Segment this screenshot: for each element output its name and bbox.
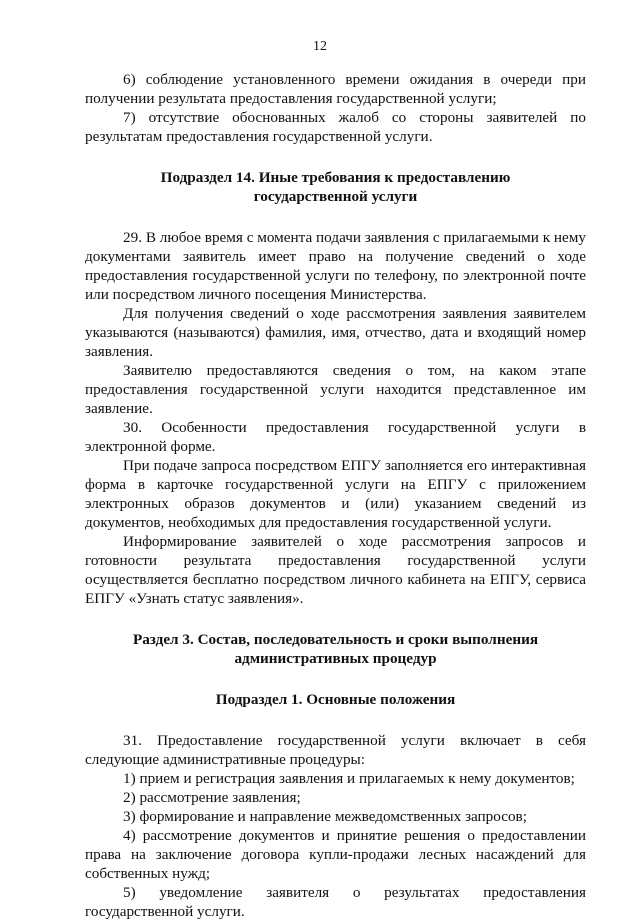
page-number: 12 (313, 39, 327, 54)
paragraph-29: 29. В любое время с момента подачи заявления с прилагаемыми к нему документами заявитель имеет право на получение сведений о ходе предоставления государственной услуги по телефону, по электронной почте или посредством личного посещения Министерства. (85, 229, 586, 303)
paragraph-item-7: 7) отсутствие обоснованных жалоб со стороны заявителей по результатам предоставления государственной услуги. (85, 109, 586, 145)
heading-line: Подраздел 1. Основные положения (215, 691, 456, 708)
list-item: 3) формирование и направление межведомственных запросов; (123, 808, 527, 825)
heading-line: Подраздел 14. Иные требования к предоставлению (160, 169, 511, 186)
paragraph: Информирование заявителей о ходе рассмотрения запросов и готовности результата предоставления государственной услуги осуществляется бесплатно посредством личного кабинета на ЕПГУ, сервиса ЕПГУ «Узнать статус заявления». (85, 533, 586, 607)
list-item: 2) рассмотрение заявления; (123, 789, 301, 806)
list-item: 5) уведомление заявителя о результатах предоставления государственной услуги. (85, 884, 586, 920)
paragraph: При подаче запроса посредством ЕПГУ заполняется его интерактивная форма в карточке государственной услуги на ЕПГУ с приложением электронных образов документов и (или) указанием сведений из документов, необходимых для предоставления государственной услуги. (85, 457, 586, 531)
paragraph: Для получения сведений о ходе рассмотрения заявления заявителем указываются (называются) фамилия, имя, отчество, дата и входящий номер заявления. (85, 305, 586, 360)
paragraph-30: 30. Особенности предоставления государственной услуги в электронной форме. (85, 419, 586, 455)
heading-line: Раздел 3. Состав, последовательность и сроки выполнения (132, 631, 539, 648)
paragraph: Заявителю предоставляются сведения о том, на каком этапе предоставления государственной услуги находится представленное им заявление. (85, 362, 586, 417)
heading-subsection-1 (85, 690, 586, 709)
list-item: 1) прием и регистрация заявления и прилагаемых к нему документов; (123, 770, 575, 787)
heading-subsection-14 (85, 168, 586, 206)
heading-section-3 (85, 630, 586, 668)
heading-line: государственной услуги (253, 188, 418, 205)
heading-line: административных процедур (234, 650, 437, 667)
list-item: 4) рассмотрение документов и принятие решения о предоставлении права на заключение договора купли-продажи лесных насаждений для собственных нужд; (85, 827, 586, 882)
document-body (85, 70, 586, 921)
paragraph-31: 31. Предоставление государственной услуги включает в себя следующие административные процедуры: (85, 732, 586, 768)
paragraph-item-6: 6) соблюдение установленного времени ожидания в очереди при получении результата предоставления государственной услуги; (85, 71, 586, 107)
